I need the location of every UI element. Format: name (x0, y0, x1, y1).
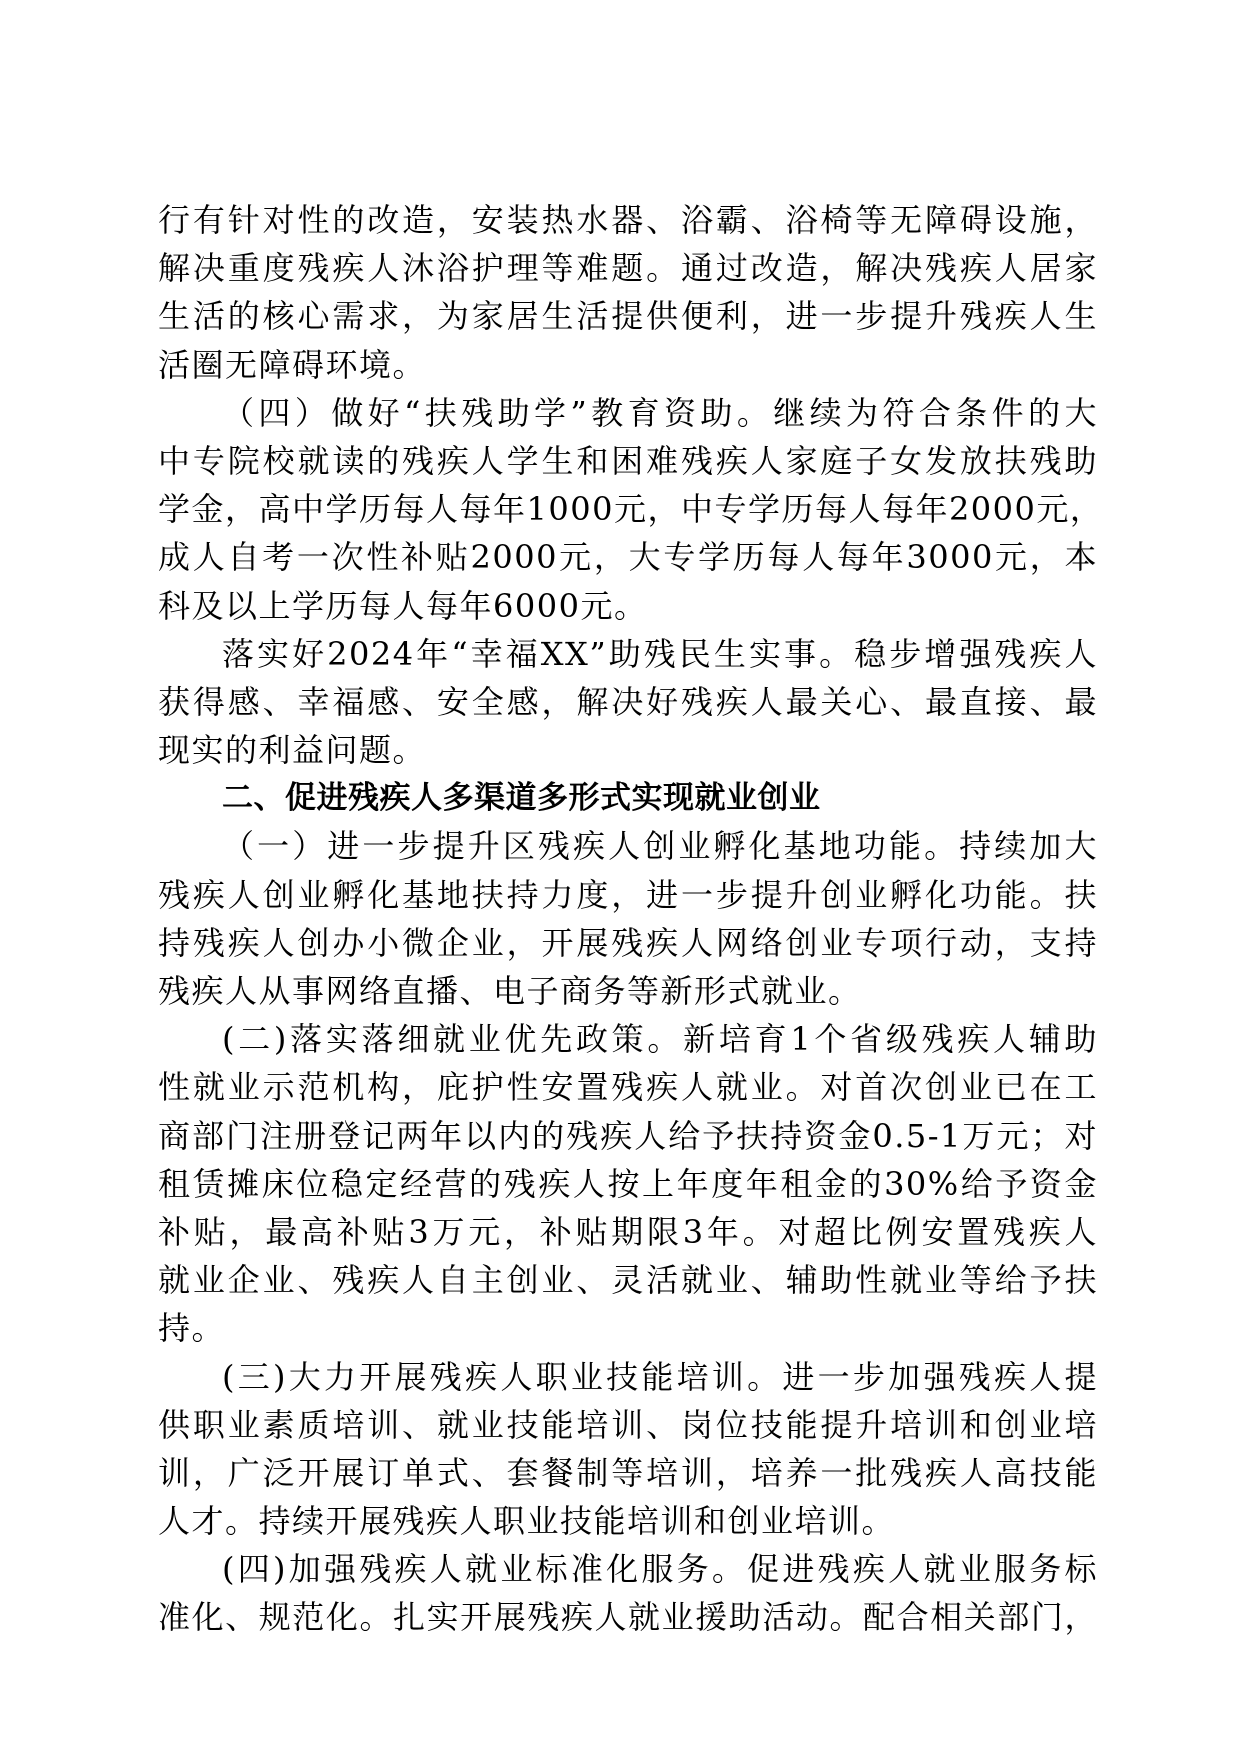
text-line: 准化、规范化。扎实开展残疾人就业援助活动。配合相关部门， (158, 1598, 1098, 1637)
text-line: 获得感、幸福感、安全感，解决好残疾人最关心、最直接、最 (158, 682, 1098, 721)
text-line: 解决重度残疾人沐浴护理等难题。通过改造，解决残疾人居家 (158, 249, 1098, 288)
text-line: 持残疾人创办小微企业，开展残疾人网络创业专项行动，支持 (158, 923, 1098, 962)
text-line: 补贴，最高补贴3万元，补贴期限3年。对超比例安置残疾人 (158, 1212, 1098, 1251)
text-line: 供职业素质培训、就业技能培训、岗位技能提升培训和创业培 (158, 1405, 1098, 1444)
text-line: 持。 (158, 1309, 226, 1348)
text-line: 成人自考一次性补贴2000元，大专学历每人每年3000元，本 (158, 538, 1098, 577)
text-line: 残疾人创业孵化基地扶持力度，进一步提升创业孵化功能。扶 (158, 875, 1098, 914)
text-line: 性就业示范机构，庇护性安置残疾人就业。对首次创业已在工 (158, 1068, 1098, 1107)
text-line: 中专院校就读的残疾人学生和困难残疾人家庭子女发放扶残助 (158, 441, 1098, 480)
text-line: (三)大力开展残疾人职业技能培训。进一步加强残疾人提 (222, 1357, 1098, 1396)
text-line: 人才。持续开展残疾人职业技能培训和创业培训。 (158, 1502, 896, 1541)
text-line: 行有针对性的改造，安装热水器、浴霸、浴椅等无障碍设施， (158, 201, 1098, 239)
text-line: （四）做好“扶残助学”教育资助。继续为符合条件的大 (222, 393, 1098, 432)
text-line: 落实好2024年“幸福XX”助残民生实事。稳步增强残疾人 (222, 634, 1098, 673)
text-line: 商部门注册登记两年以内的残疾人给予扶持资金0.5-1万元；对 (158, 1116, 1098, 1155)
text-line: 学金，高中学历每人每年1000元，中专学历每人每年2000元， (158, 490, 1104, 529)
text-line: 现实的利益问题。 (158, 731, 427, 770)
document-body (158, 196, 1104, 1642)
text-line: 残疾人从事网络直播、电子商务等新形式就业。 (158, 972, 862, 1010)
text-line: 活圈无障碍环境。 (158, 345, 427, 384)
text-line: (二)落实落细就业优先政策。新培育1个省级残疾人辅助 (222, 1020, 1098, 1059)
text-line: 租赁摊床位稳定经营的残疾人按上年度年租金的30%给予资金 (158, 1164, 1098, 1203)
text-line: (四)加强残疾人就业标准化服务。促进残疾人就业服务标 (222, 1550, 1098, 1589)
text-line: （一）进一步提升区残疾人创业孵化基地功能。持续加大 (222, 827, 1098, 866)
text-line: 生活的核心需求，为家居生活提供便利，进一步提升残疾人生 (158, 297, 1098, 336)
text-line: 科及以上学历每人每年6000元。 (158, 586, 648, 625)
section-heading: 二、促进残疾人多渠道多形式实现就业创业 (222, 780, 821, 817)
text-line: 训，广泛开展订单式、套餐制等培训，培养一批残疾人高技能 (158, 1453, 1098, 1492)
text-line: 就业企业、残疾人自主创业、灵活就业、辅助性就业等给予扶 (158, 1261, 1098, 1300)
